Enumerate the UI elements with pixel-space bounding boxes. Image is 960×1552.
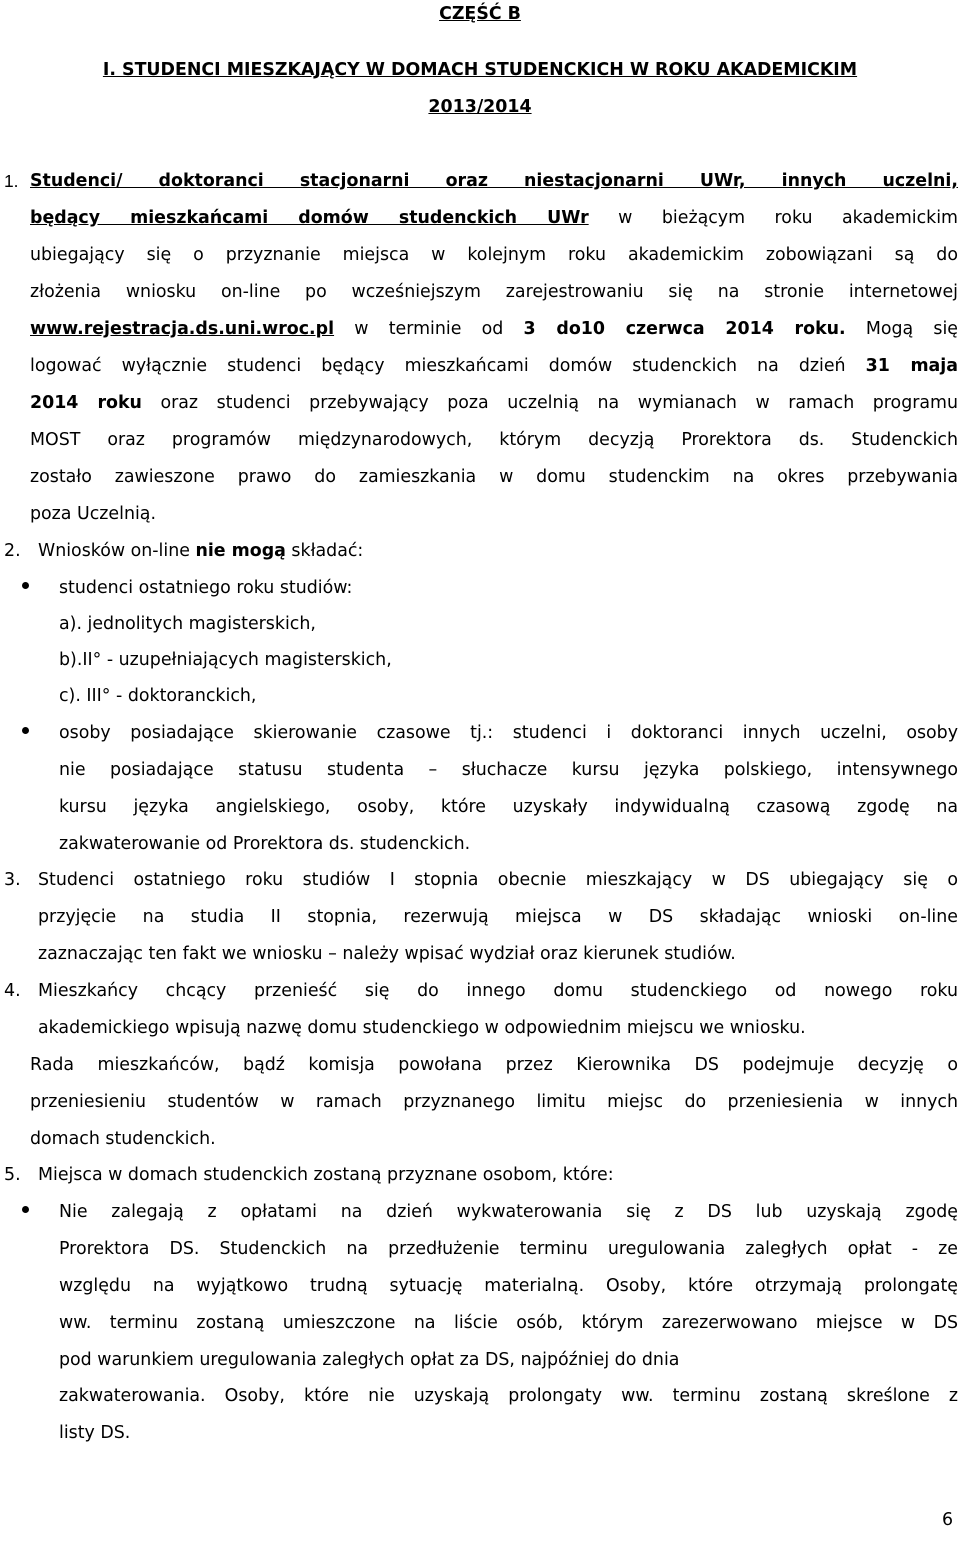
section-title-line2: 2013/2014 [428,97,532,117]
p1-line4: złożenia wniosku on-line po wcześniejszym zarejestrowaniu się na stronie internetowej [30,282,958,302]
part-title: CZĘŚĆ B [439,4,521,24]
p5-bullet-line2: Prorektora DS. Studenckich na przedłużenie terminu uregulowania zaległych opłat - ze [59,1239,958,1259]
p2-bullet2-line2: nie posiadające statusu studenta – słuchacze kursu języka polskiego, intensywnego [59,760,958,780]
p2-bullet2-line3: kursu języka angielskiego, osoby, które uzyskały indywidualną czasową zgodę na [59,797,958,817]
p4-line3: Rada mieszkańców, bądź komisja powołana przez Kierownika DS podejmuje decyzję o [30,1055,958,1075]
item-5-number: 5. [4,1165,21,1185]
p5-line1: Miejsca w domach studenckich zostaną przyznane osobom, które: [38,1165,614,1185]
p4-line4: przeniesieniu studentów w ramach przyznanego limitu miejsc do przeniesienia w innych [30,1092,958,1112]
p2-bullet2-line1: osoby posiadające skierowanie czasowe tj.: studenci i doktoranci innych uczelni, osoby [59,723,958,743]
item-4-number: 4. [4,981,21,1001]
p1-line1: Studenci/ doktoranci stacjonarni oraz niestacjonarni UWr, innych uczelni, [30,171,958,191]
p5-bullet-line3: względu na wyjątkowo trudną sytuację materialną. Osoby, które otrzymają prolongatę [59,1276,958,1296]
p1-line7: 2014 roku oraz studenci przebywający poza uczelnią na wymianach w ramach programu [30,393,958,413]
item-2-number: 2. [4,541,21,561]
p5-bullet-line7: listy DS. [59,1423,131,1443]
p5-bullet-line6: zakwaterowania. Osoby, które nie uzyskają prolongaty ww. terminu zostaną skreślone z [59,1386,958,1406]
p2-sub-a: a). jednolitych magisterskich, [59,614,316,634]
p1-line2: będący mieszkańcami domów studenckich UWr w bieżącym roku akademickim [30,208,958,228]
p5-bullet-line1: Nie zalegają z opłatami na dzień wykwaterowania się z DS lub uzyskają zgodę [59,1202,958,1222]
p4-line2: akademickiego wpisują nazwę domu studenckiego w odpowiednim miejscu we wniosku. [38,1018,806,1038]
p5-bullet-line5: pod warunkiem uregulowania zaległych opłat za DS, najpóźniej do dnia [59,1350,680,1370]
p2-line1: Wniosków on-line nie mogą składać: [38,541,364,561]
p2-bullet2-line4: zakwaterowanie od Prorektora ds. studenckich. [59,834,471,854]
p1-line8: MOST oraz programów międzynarodowych, którym decyzją Prorektora ds. Studenckich [30,430,958,450]
section-title-line1: I. STUDENCI MIESZKAJĄCY W DOMACH STUDENCKICH W ROKU AKADEMICKIM [102,60,858,80]
p2-bullet1: studenci ostatniego roku studiów: [59,578,353,598]
p4-line1: Mieszkańcy chcący przenieść się do innego domu studenckiego od nowego roku [38,981,958,1001]
p5-bullet-line4: ww. terminu zostaną umieszczone na liście osób, którym zarezerwowano miejsce w DS [59,1313,958,1333]
bullet [22,727,29,734]
p3-line2: przyjęcie na studia II stopnia, rezerwują miejsca w DS składając wnioski on-line [38,907,958,927]
p3-line3: zaznaczając ten fakt we wniosku – należy wpisać wydział oraz kierunek studiów. [38,944,736,964]
p1-line6: logować wyłącznie studenci będący mieszkańcami domów studenckich na dzień 31 maja [30,356,958,376]
p3-line1: Studenci ostatniego roku studiów I stopnia obecnie mieszkający w DS ubiegający się o [38,870,958,890]
p1-line10: poza Uczelnią. [30,504,156,524]
p1-line3: ubiegający się o przyznanie miejsca w kolejnym roku akademickim zobowiązani są do [30,245,958,265]
item-3-number: 3. [4,870,21,890]
page-number: 6 [942,1510,954,1530]
bullet [22,1206,29,1213]
bullet [22,582,29,589]
p1-line5: www.rejestracja.ds.uni.wroc.pl w terminie od 3 do10 czerwca 2014 roku. Mogą się [30,319,958,339]
p4-line5: domach studenckich. [30,1129,216,1149]
registration-link[interactable]: www.rejestracja.ds.uni.wroc.pl [30,319,335,339]
item-1-number: 1. [4,171,19,191]
p2-sub-c: c). III° - doktoranckich, [59,686,257,706]
p1-line9: zostało zawieszone prawo do zamieszkania w domu studenckim na okres przebywania [30,467,958,487]
p2-sub-b: b).II° - uzupełniających magisterskich, [59,650,392,670]
